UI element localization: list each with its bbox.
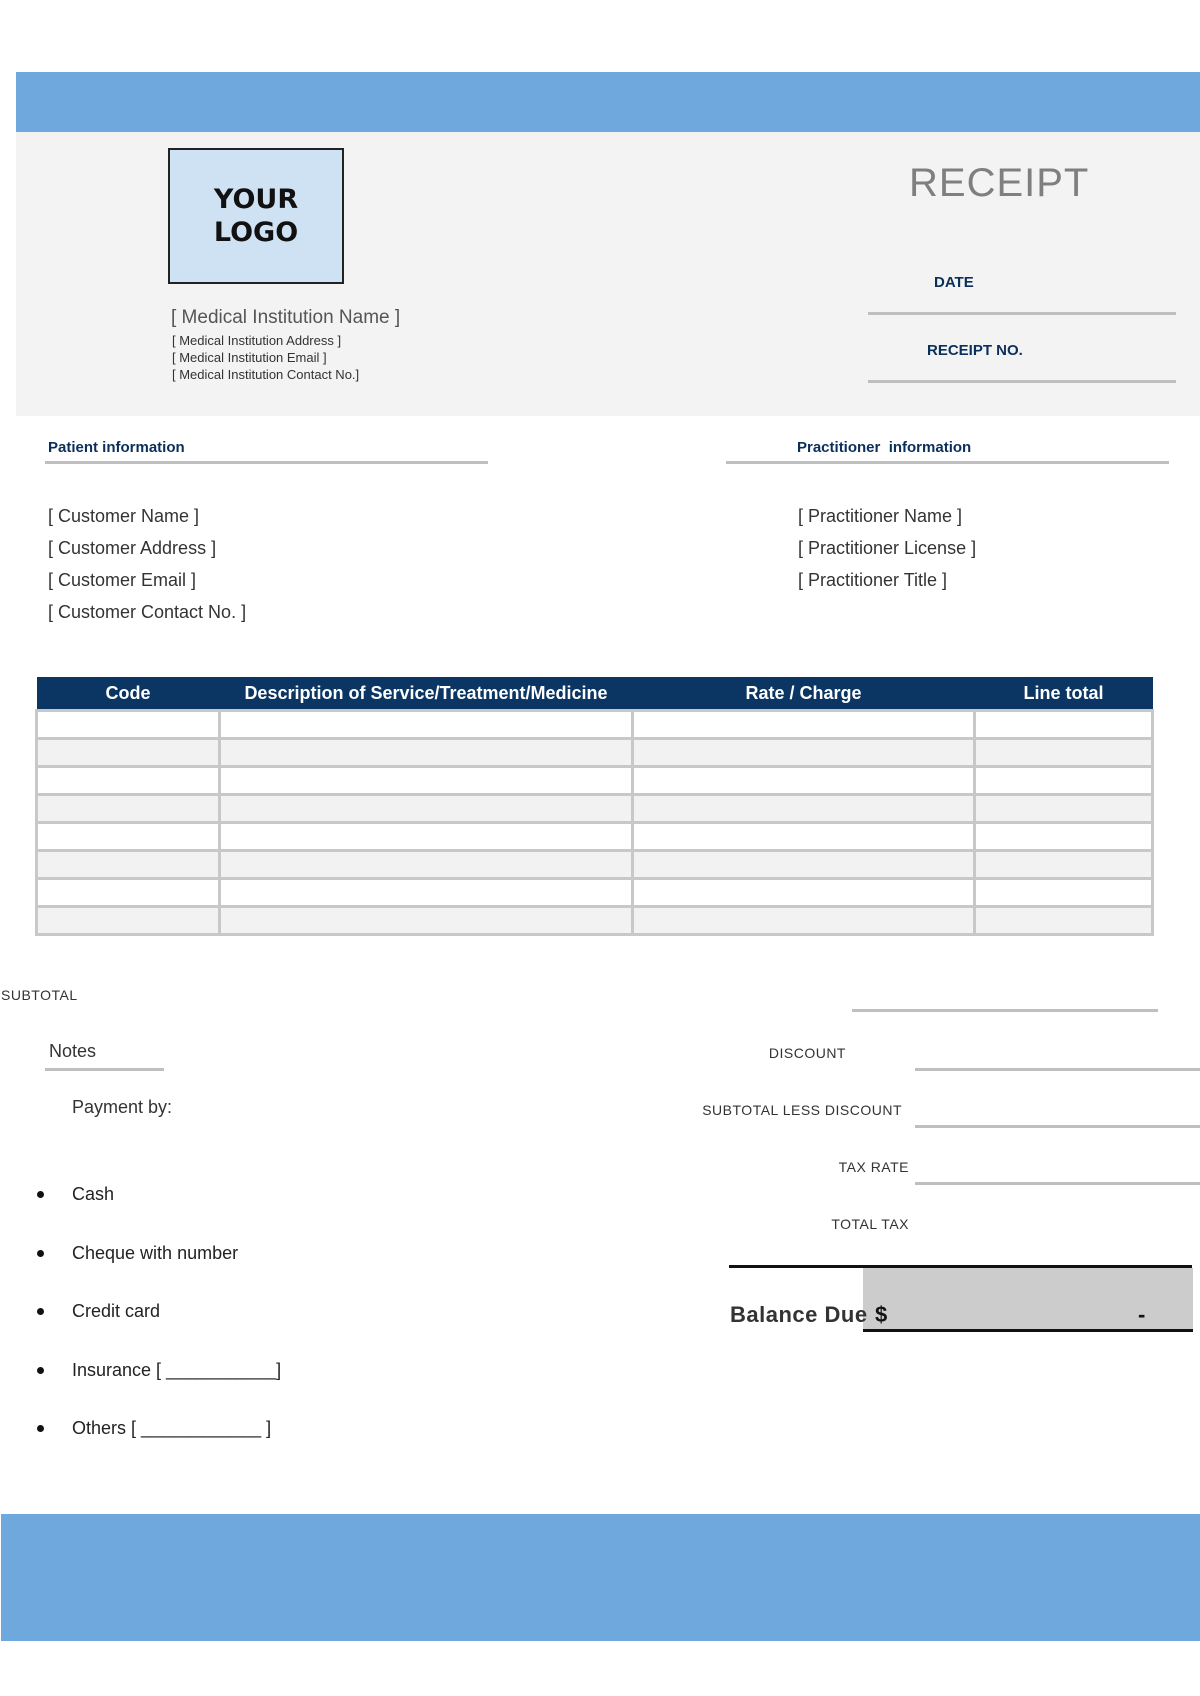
table-row (37, 795, 1153, 823)
customer-name: [ Customer Name ] (48, 506, 200, 526)
payment-option-cheque (72, 1242, 281, 1265)
practitioner-heading-line (726, 461, 1169, 464)
cell-description[interactable] (220, 795, 633, 823)
cell-line-total[interactable] (975, 823, 1153, 851)
bullet-icon (37, 1250, 44, 1257)
cell-line-total[interactable] (975, 851, 1153, 879)
receipt-no-label: RECEIPT NO. (927, 342, 1023, 359)
cell-rate[interactable] (633, 907, 975, 935)
patient-heading: Patient information (48, 439, 185, 456)
table-row (37, 879, 1153, 907)
cell-line-total[interactable] (975, 767, 1153, 795)
payment-by-label: Payment by: (72, 1097, 173, 1117)
cell-rate[interactable] (633, 823, 975, 851)
notes-heading-line (45, 1068, 164, 1071)
institution-address: [ Medical Institution Address ] (172, 333, 342, 348)
payment-option-label: Credit card (72, 1301, 161, 1321)
cell-rate[interactable] (633, 879, 975, 907)
cell-code[interactable] (37, 907, 220, 935)
notes-heading: Notes (49, 1041, 97, 1061)
table-row (37, 711, 1153, 739)
logo-line-2: LOGO (213, 217, 299, 248)
balance-currency: $ (875, 1302, 888, 1327)
cell-code[interactable] (37, 795, 220, 823)
bullet-icon (37, 1308, 44, 1315)
customer-contact: [ Customer Contact No. ] (48, 602, 247, 622)
subtotal-line (852, 1009, 1158, 1012)
cell-rate[interactable] (633, 739, 975, 767)
table-row (37, 851, 1153, 879)
col-header-rate: Rate / Charge (633, 677, 975, 711)
institution-name: [ Medical Institution Name ] (171, 307, 401, 328)
customer-address: [ Customer Address ] (48, 538, 217, 558)
cell-line-total[interactable] (975, 739, 1153, 767)
practitioner-title: [ Practitioner Title ] (798, 570, 948, 590)
table-row (37, 823, 1153, 851)
cell-code[interactable] (37, 711, 220, 739)
date-label: DATE (934, 274, 974, 291)
patient-heading-line (45, 461, 488, 464)
payment-options-list (72, 1147, 281, 1458)
bottom-banner (1, 1514, 1200, 1641)
discount-label: DISCOUNT (768, 1045, 846, 1061)
table-row (37, 767, 1153, 795)
payment-option-insurance (72, 1359, 281, 1382)
cell-description[interactable] (220, 739, 633, 767)
total-tax-label: TOTAL TAX (831, 1216, 909, 1232)
subtotal-less-discount-line (915, 1125, 1200, 1128)
logo-line-1: YOUR (213, 184, 299, 215)
payment-option-others (72, 1417, 281, 1440)
col-header-code: Code (37, 677, 220, 711)
institution-contact: [ Medical Institution Contact No.] (172, 367, 360, 382)
payment-option-label: Insurance [ ___________] (72, 1359, 282, 1380)
tax-rate-line (915, 1182, 1200, 1185)
practitioner-name: [ Practitioner Name ] (798, 506, 963, 526)
table-row (37, 739, 1153, 767)
cell-description[interactable] (220, 823, 633, 851)
balance-due-underline (863, 1329, 1193, 1332)
cell-line-total[interactable] (975, 879, 1153, 907)
cell-code[interactable] (37, 851, 220, 879)
practitioner-heading: Practitioner information (797, 439, 972, 456)
table-header-row (37, 677, 1153, 711)
cell-rate[interactable] (633, 767, 975, 795)
col-header-line-total: Line total (975, 677, 1153, 711)
items-table (35, 677, 1154, 936)
cell-line-total[interactable] (975, 795, 1153, 823)
payment-option-cash (72, 1183, 281, 1206)
subtotal-label: SUBTOTAL (1, 987, 78, 1003)
cell-description[interactable] (220, 711, 633, 739)
institution-email: [ Medical Institution Email ] (172, 350, 327, 365)
bullet-icon (37, 1425, 44, 1432)
balance-value: - (1138, 1302, 1146, 1327)
payment-option-label: Cheque with number (72, 1242, 239, 1263)
cell-code[interactable] (37, 823, 220, 851)
cell-code[interactable] (37, 879, 220, 907)
top-banner (16, 72, 1200, 132)
discount-line (915, 1068, 1200, 1071)
cell-rate[interactable] (633, 711, 975, 739)
cell-description[interactable] (220, 851, 633, 879)
cell-code[interactable] (37, 739, 220, 767)
logo-placeholder (168, 148, 344, 284)
subtotal-less-discount-label: SUBTOTAL LESS DISCOUNT (702, 1102, 902, 1118)
payment-option-credit-card (72, 1300, 281, 1323)
bullet-icon (37, 1367, 44, 1374)
page-title: RECEIPT (909, 161, 1090, 205)
date-line (868, 312, 1176, 315)
cell-description[interactable] (220, 879, 633, 907)
cell-line-total[interactable] (975, 711, 1153, 739)
col-header-description: Description of Service/Treatment/Medicine (220, 677, 633, 711)
customer-email: [ Customer Email ] (48, 570, 197, 590)
balance-due-label: Balance Due (730, 1302, 868, 1327)
table-row (37, 907, 1153, 935)
cell-line-total[interactable] (975, 907, 1153, 935)
cell-description[interactable] (220, 767, 633, 795)
cell-rate[interactable] (633, 795, 975, 823)
cell-code[interactable] (37, 767, 220, 795)
practitioner-license: [ Practitioner License ] (798, 538, 977, 558)
cell-description[interactable] (220, 907, 633, 935)
bullet-icon (37, 1191, 44, 1198)
payment-option-label: Cash (72, 1184, 115, 1204)
cell-rate[interactable] (633, 851, 975, 879)
tax-rate-label: TAX RATE (838, 1159, 909, 1175)
payment-option-label: Others [ ____________ ] (72, 1418, 272, 1438)
receipt-no-line (868, 380, 1176, 383)
